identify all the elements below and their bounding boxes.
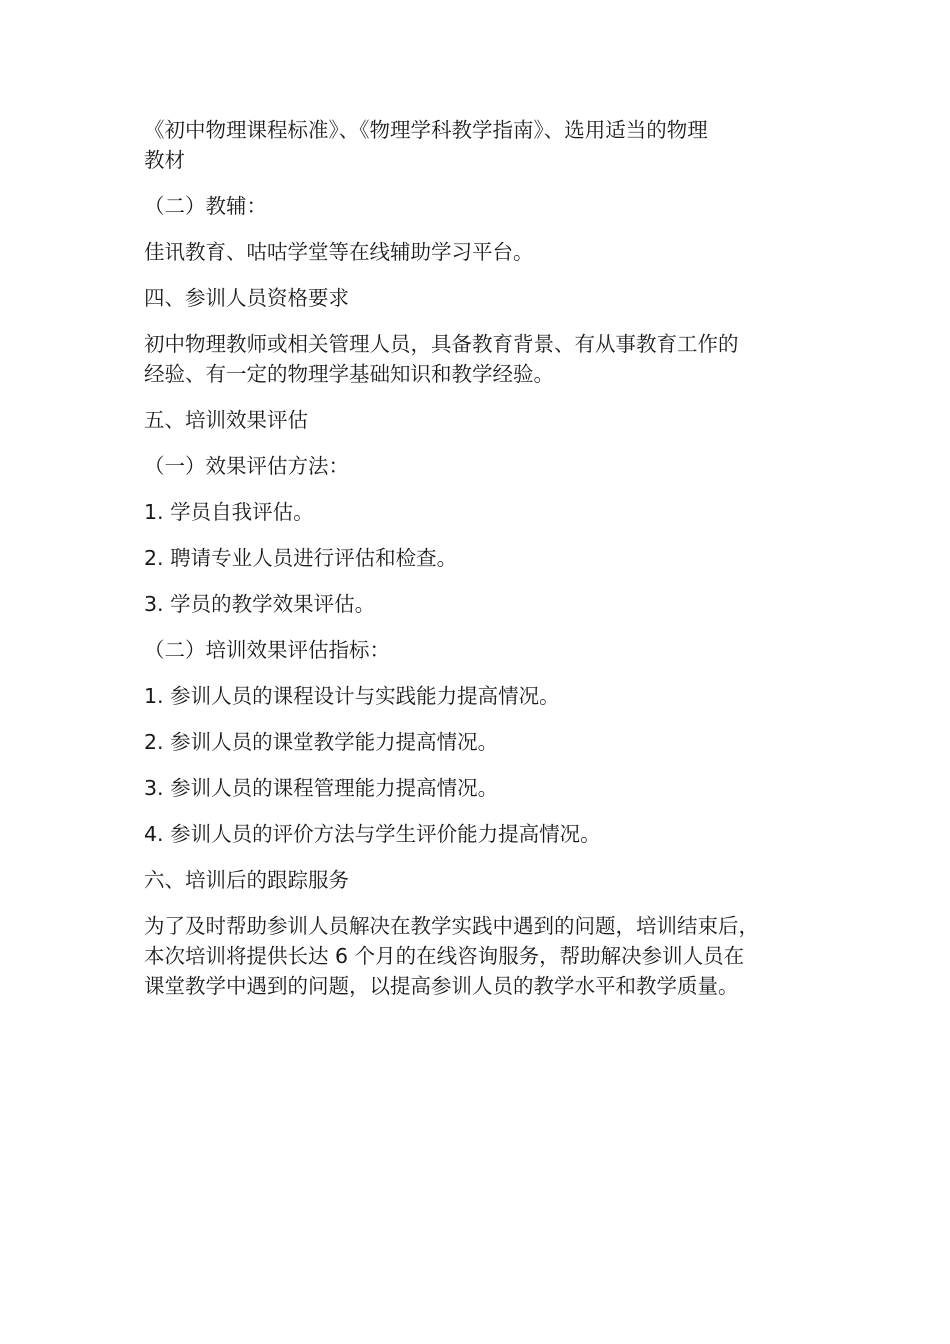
list-item [144,681,814,711]
text-line: 经验、有一定的物理学基础知识和教学经验。 [144,362,554,386]
subheading-evaluation-methods [144,451,814,481]
text-line: 3. 参训人员的课程管理能力提高情况。 [144,776,499,800]
list-item [144,773,814,803]
text-line: 4. 参训人员的评价方法与学生评价能力提高情况。 [144,822,601,846]
text-line: 四、参训人员资格要求 [144,286,349,310]
text-line: 为了及时帮助参训人员解决在教学实践中遇到的问题，培训结束后， [144,914,759,938]
list-item [144,497,814,527]
text-line: 六、培训后的跟踪服务 [144,868,349,892]
text-line: 教材 [144,148,185,172]
list-item [144,589,814,619]
text-line: 1. 参训人员的课程设计与实践能力提高情况。 [144,684,560,708]
paragraph-qualifications [144,329,814,389]
list-item [144,819,814,849]
list-item [144,543,814,573]
document-body [144,115,814,1017]
text-line: 3. 学员的教学效果评估。 [144,592,376,616]
heading-section-4 [144,283,814,313]
paragraph-online-platforms [144,237,814,267]
text-line: 五、培训效果评估 [144,408,308,432]
text-line: 2. 聘请专业人员进行评估和检查。 [144,546,458,570]
text-line: 1. 学员自我评估。 [144,500,314,524]
text-line: 课堂教学中遇到的问题，以提高参训人员的教学水平和教学质量。 [144,974,739,998]
text-line: 初中物理教师或相关管理人员，具备教育背景、有从事教育工作的 [144,332,739,356]
list-item [144,727,814,757]
text-line: 《初中物理课程标准》、《物理学科教学指南》、选用适当的物理 [144,118,708,142]
text-line: （二）教辅： [144,194,267,218]
heading-section-6 [144,865,814,895]
text-line: （二）培训效果评估指标： [144,638,390,662]
paragraph-materials [144,115,814,175]
paragraph-follow-up-service [144,911,814,1001]
subheading-evaluation-indicators [144,635,814,665]
subheading-teaching-aids [144,191,814,221]
text-line: 本次培训将提供长达 6 个月的在线咨询服务，帮助解决参训人员在 [144,944,745,968]
text-line: 佳讯教育、咕咕学堂等在线辅助学习平台。 [144,240,534,264]
text-line: （一）效果评估方法： [144,454,349,478]
heading-section-5 [144,405,814,435]
text-line: 2. 参训人员的课堂教学能力提高情况。 [144,730,499,754]
